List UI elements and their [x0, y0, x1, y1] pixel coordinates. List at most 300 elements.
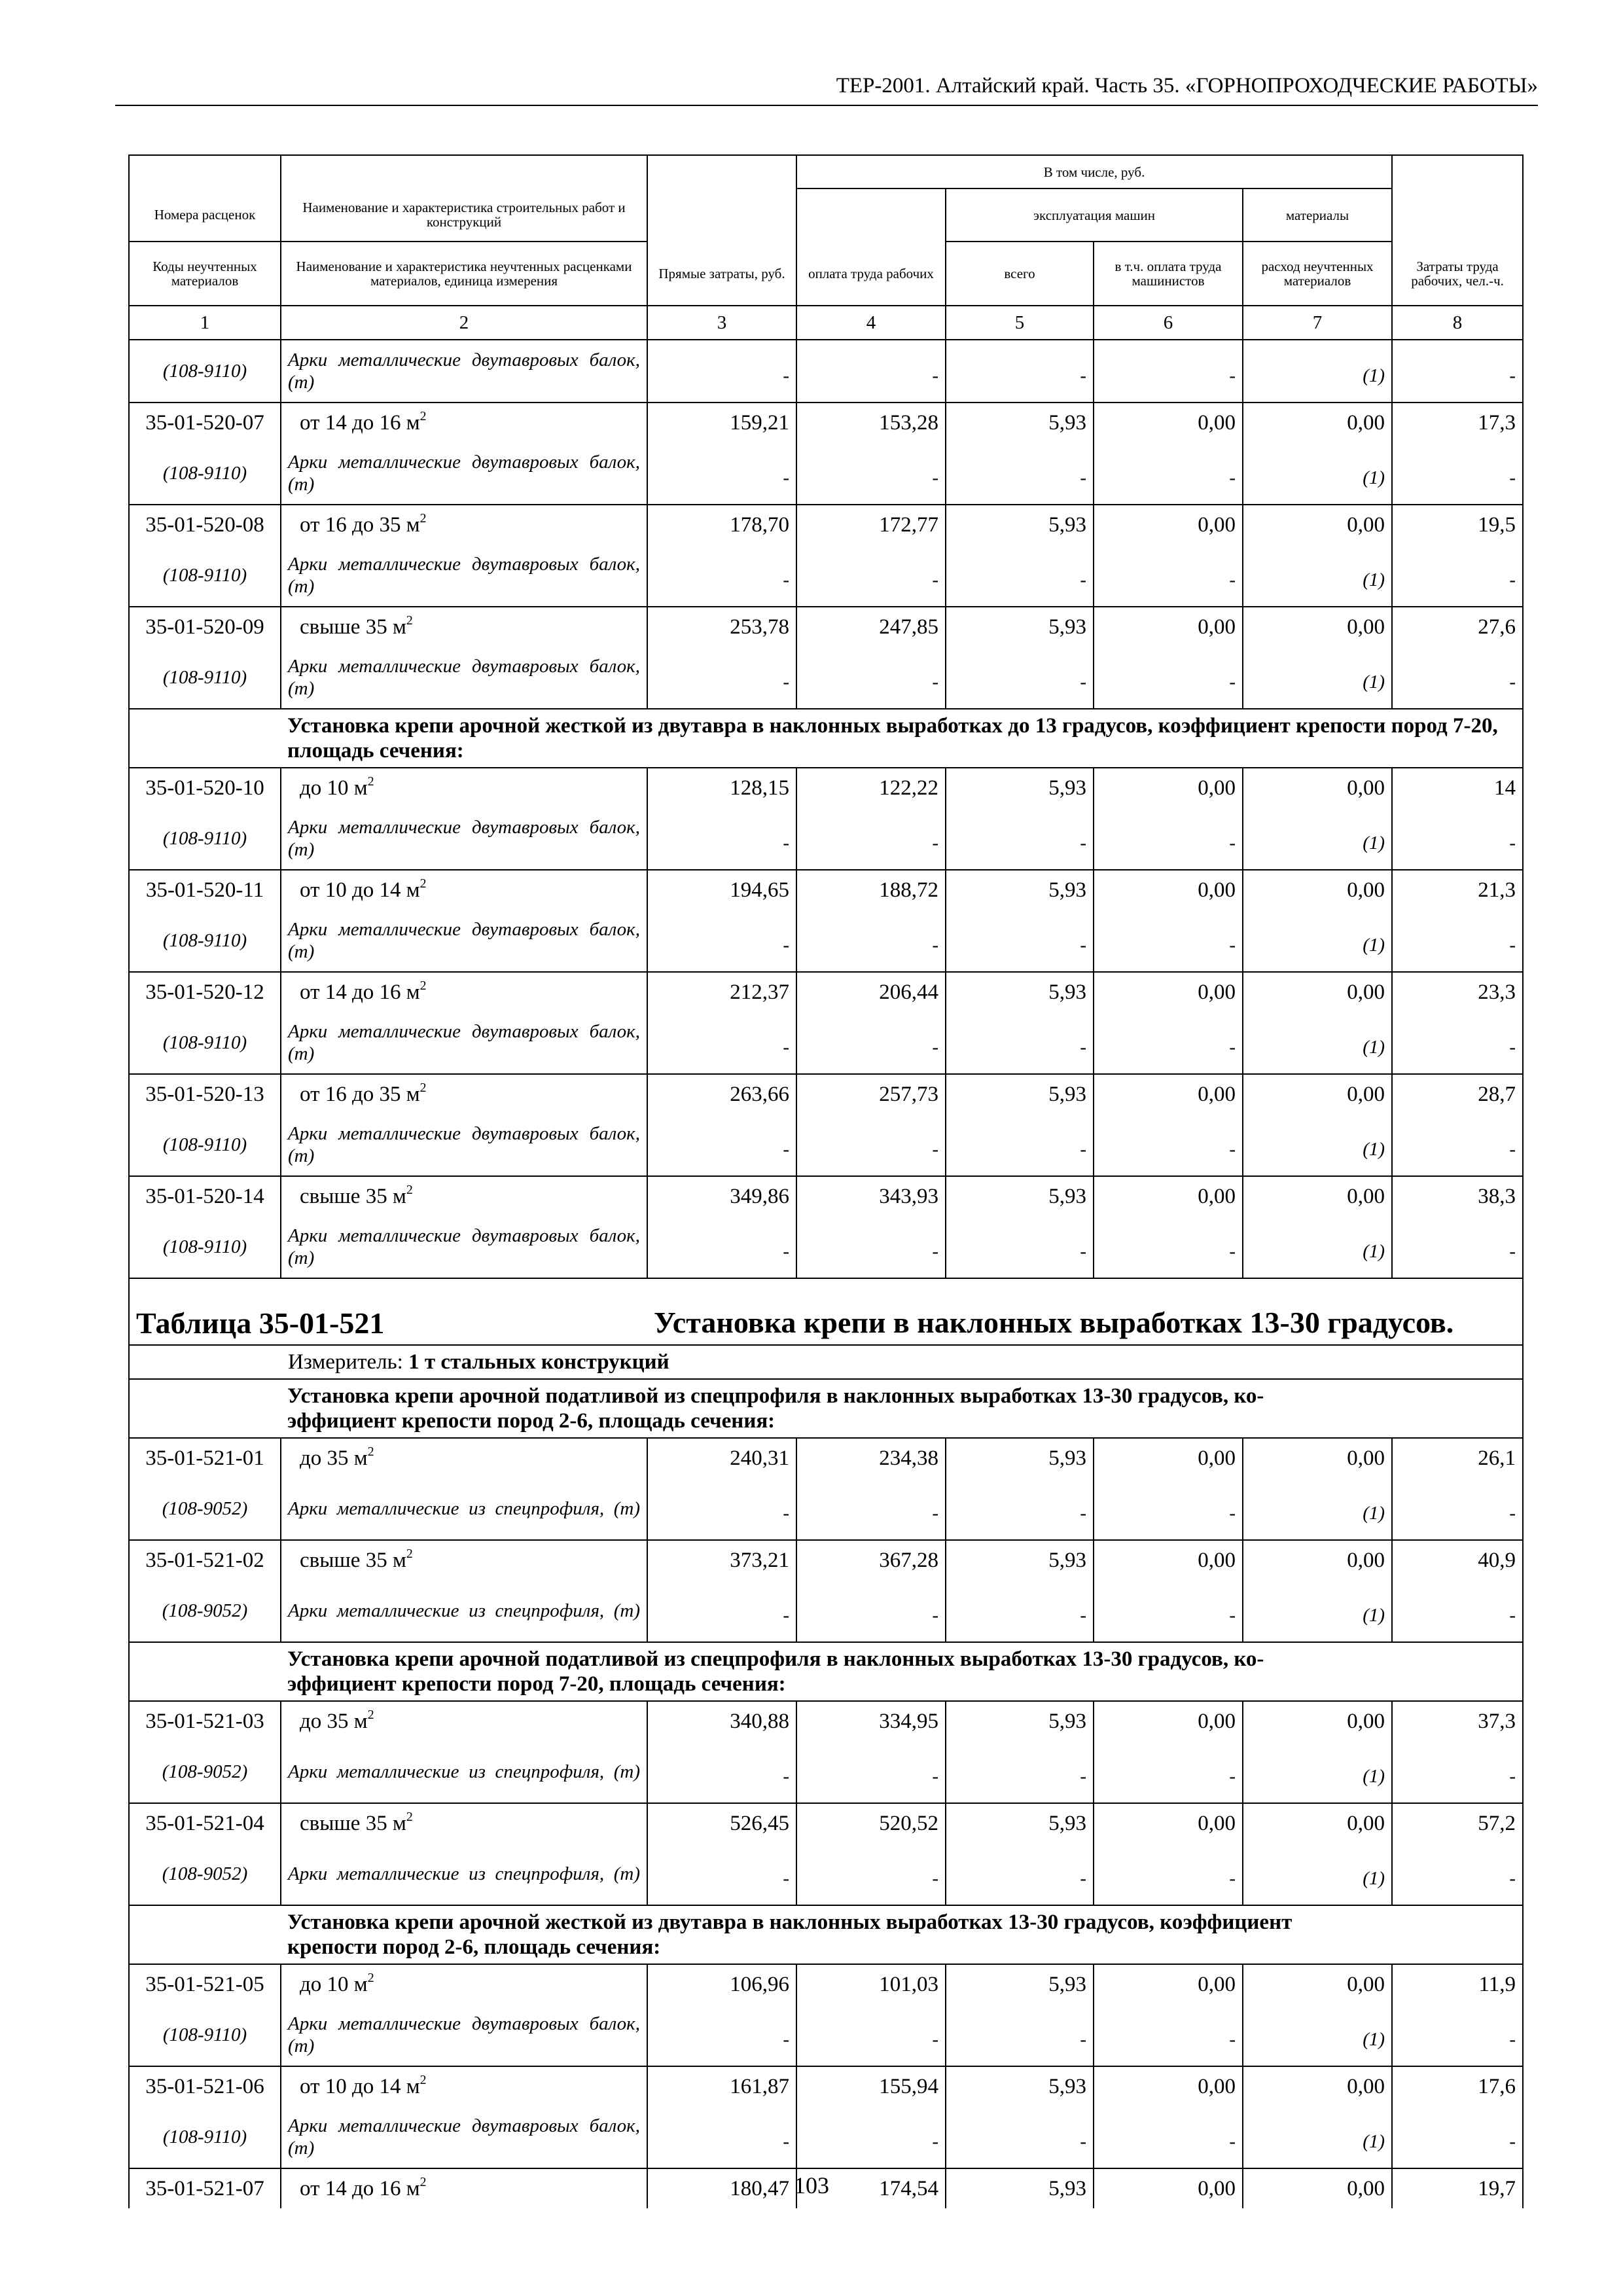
material-name: Арки металлические из спецпрофиля, (т) — [281, 1741, 647, 1803]
rate-value: 0,00 — [1094, 1074, 1243, 1114]
material-code: (108-9052) — [129, 1741, 281, 1803]
rate-value: 0,00 — [1094, 403, 1243, 442]
rate-value: 0,00 — [1243, 403, 1392, 442]
rate-value: 23,3 — [1392, 972, 1523, 1012]
material-value: - — [796, 545, 946, 607]
rate-row — [129, 1176, 1523, 1216]
rate-value: 57,2 — [1392, 1803, 1523, 1843]
material-value: - — [647, 545, 796, 607]
rate-value: 343,93 — [796, 1176, 946, 1216]
rate-value: 240,31 — [647, 1438, 796, 1478]
rate-value: 5,93 — [946, 972, 1094, 1012]
material-value: - — [647, 1580, 796, 1642]
rate-value: 334,95 — [796, 1701, 946, 1741]
material-value: - — [946, 1114, 1094, 1176]
header-row-1 — [129, 155, 1523, 188]
material-code: (108-9110) — [129, 442, 281, 505]
rate-name-text: до 10 м — [300, 1972, 368, 1996]
material-value: - — [796, 2106, 946, 2168]
rate-value: 247,85 — [796, 607, 946, 647]
material-code: (108-9110) — [129, 2004, 281, 2066]
material-value: - — [1392, 2106, 1523, 2168]
rate-name-superscript: 2 — [406, 1809, 413, 1824]
material-value: - — [647, 340, 796, 403]
rate-value: 5,93 — [946, 1803, 1094, 1843]
section-heading-row — [129, 1905, 1523, 1964]
material-value: - — [796, 1843, 946, 1905]
material-value: (1) — [1243, 1843, 1392, 1905]
material-value: - — [796, 2004, 946, 2066]
rate-value: 206,44 — [796, 972, 946, 1012]
rate-value: 0,00 — [1243, 2168, 1392, 2208]
section-heading-spacer — [129, 1642, 281, 1701]
section-heading — [281, 1642, 1523, 1701]
material-code: (108-9110) — [129, 647, 281, 709]
material-value: (1) — [1243, 808, 1392, 870]
rate-name-superscript: 2 — [406, 1182, 413, 1197]
rate-value: 0,00 — [1243, 1438, 1392, 1478]
material-row — [129, 1216, 1523, 1278]
rate-code: 35-01-521-01 — [129, 1438, 281, 1478]
table-title-row — [129, 1278, 1523, 1345]
material-value: - — [1392, 1741, 1523, 1803]
rate-value: 0,00 — [1094, 2066, 1243, 2106]
rate-name-text: свыше 35 м — [300, 1548, 406, 1572]
rate-value: 27,6 — [1392, 607, 1523, 647]
rate-value: 174,54 — [796, 2168, 946, 2208]
material-row — [129, 2106, 1523, 2168]
table-name: Установка крепи в наклонных выработках 13-30 градусов. — [654, 1306, 1454, 1339]
material-code: (108-9110) — [129, 808, 281, 870]
material-value: - — [1094, 1741, 1243, 1803]
material-value: - — [946, 340, 1094, 403]
rate-value: 0,00 — [1243, 972, 1392, 1012]
rate-name-superscript: 2 — [419, 876, 427, 891]
rate-value: 0,00 — [1243, 870, 1392, 910]
rate-code: 35-01-520-09 — [129, 607, 281, 647]
rate-value: 5,93 — [946, 607, 1094, 647]
rate-value: 0,00 — [1243, 1701, 1392, 1741]
rate-code: 35-01-521-06 — [129, 2066, 281, 2106]
column-number: 1 — [129, 306, 281, 340]
material-value: - — [1392, 2004, 1523, 2066]
section-heading-line: Установка крепи арочной жесткой из двутавра в наклонных выработках 13-30 градусов, коэффициент — [287, 1910, 1293, 1934]
material-value: - — [796, 1478, 946, 1540]
material-value: (1) — [1243, 2004, 1392, 2066]
rate-value: 11,9 — [1392, 1964, 1523, 2004]
rate-value: 128,15 — [647, 768, 796, 808]
header-col2-top: Наименование и характеристика строительных работ и конструкций — [281, 188, 647, 242]
rate-value: 253,78 — [647, 607, 796, 647]
rate-code: 35-01-520-11 — [129, 870, 281, 910]
rate-name-text: от 14 до 16 м — [300, 980, 420, 1004]
rate-code: 35-01-520-10 — [129, 768, 281, 808]
material-value: - — [1392, 1843, 1523, 1905]
material-value: (1) — [1243, 1216, 1392, 1278]
header-col6: в т.ч. оплата труда машинистов — [1094, 242, 1243, 306]
rate-name-text: свыше 35 м — [300, 615, 406, 639]
material-value: - — [796, 1114, 946, 1176]
rate-name-text: от 14 до 16 м — [300, 410, 420, 435]
material-code: (108-9110) — [129, 1114, 281, 1176]
rate-value: 17,6 — [1392, 2066, 1523, 2106]
section-heading-spacer — [129, 709, 281, 768]
material-value: (1) — [1243, 1114, 1392, 1176]
material-code: (108-9110) — [129, 340, 281, 403]
rate-value: 5,93 — [946, 2066, 1094, 2106]
material-name: Арки металлические двутавровых балок, (т) — [281, 442, 647, 505]
rate-value: 0,00 — [1243, 2066, 1392, 2106]
rate-code: 35-01-520-13 — [129, 1074, 281, 1114]
rate-value: 14 — [1392, 768, 1523, 808]
measure-cell — [129, 1345, 1523, 1379]
material-value: - — [946, 442, 1094, 505]
material-value: (1) — [1243, 910, 1392, 972]
material-value: - — [946, 808, 1094, 870]
material-row — [129, 1580, 1523, 1642]
header-col7: расход неучтенных материалов — [1243, 242, 1392, 306]
rate-value: 0,00 — [1094, 505, 1243, 545]
section-heading-line: Установка крепи арочной податливой из спецпрофиля в наклонных выработках 13-30 градусов, ко- — [287, 1647, 1264, 1671]
material-value: - — [1094, 1478, 1243, 1540]
rate-row — [129, 1438, 1523, 1478]
material-code: (108-9110) — [129, 1012, 281, 1074]
material-value: - — [647, 442, 796, 505]
rate-value: 0,00 — [1094, 1701, 1243, 1741]
material-code: (108-9052) — [129, 1843, 281, 1905]
material-row — [129, 442, 1523, 505]
rate-value: 0,00 — [1243, 1176, 1392, 1216]
rate-value: 234,38 — [796, 1438, 946, 1478]
rate-row — [129, 870, 1523, 910]
rate-value: 5,93 — [946, 870, 1094, 910]
table-number: Таблица 35-01-521 — [136, 1306, 385, 1340]
material-value: - — [796, 340, 946, 403]
material-row — [129, 545, 1523, 607]
rate-value: 0,00 — [1094, 1540, 1243, 1580]
material-code: (108-9052) — [129, 1580, 281, 1642]
rate-value: 0,00 — [1094, 2168, 1243, 2208]
column-numbers-row — [129, 306, 1523, 340]
rate-value: 101,03 — [796, 1964, 946, 2004]
rate-value: 0,00 — [1243, 1074, 1392, 1114]
rate-value: 5,93 — [946, 1074, 1094, 1114]
rate-value: 5,93 — [946, 1176, 1094, 1216]
header-row-2 — [129, 188, 1523, 242]
rate-row — [129, 972, 1523, 1012]
material-value: - — [647, 808, 796, 870]
material-value: - — [946, 2106, 1094, 2168]
rate-name — [281, 1803, 647, 1843]
material-name: Арки металлические двутавровых балок, (т) — [281, 647, 647, 709]
material-value: - — [647, 1741, 796, 1803]
section-heading-line: эффициент крепости пород 7-20, площадь сечения: — [287, 1672, 786, 1696]
material-value: - — [946, 1012, 1094, 1074]
rate-value: 0,00 — [1094, 1964, 1243, 2004]
rate-value: 373,21 — [647, 1540, 796, 1580]
rate-row — [129, 768, 1523, 808]
rate-row — [129, 1964, 1523, 2004]
header-col4: оплата труда рабочих — [796, 242, 946, 306]
rate-name-superscript: 2 — [367, 1970, 374, 1985]
material-value: - — [1392, 1478, 1523, 1540]
material-value: - — [1094, 910, 1243, 972]
column-number: 8 — [1392, 306, 1523, 340]
rate-value: 155,94 — [796, 2066, 946, 2106]
rate-name — [281, 403, 647, 442]
material-value: - — [796, 808, 946, 870]
rate-value: 5,93 — [946, 403, 1094, 442]
material-value: - — [1392, 808, 1523, 870]
rate-name — [281, 505, 647, 545]
material-value: - — [946, 1580, 1094, 1642]
material-value: (1) — [1243, 340, 1392, 403]
rate-name — [281, 2066, 647, 2106]
material-value: - — [647, 1843, 796, 1905]
material-value: - — [647, 2004, 796, 2066]
material-code: (108-9110) — [129, 545, 281, 607]
rate-name — [281, 1074, 647, 1114]
rate-name-text: от 16 до 35 м — [300, 512, 420, 537]
rate-value: 526,45 — [647, 1803, 796, 1843]
material-value: - — [647, 2106, 796, 2168]
rate-value: 37,3 — [1392, 1701, 1523, 1741]
material-value: - — [1094, 545, 1243, 607]
column-number: 4 — [796, 306, 946, 340]
rate-name — [281, 1438, 647, 1478]
table-name-cell — [647, 1278, 1523, 1345]
rate-value: 5,93 — [946, 1438, 1094, 1478]
header-col2-bottom: Наименование и характеристика неучтенных расценками материалов, единица измерения — [281, 242, 647, 306]
material-value: - — [647, 1114, 796, 1176]
material-value: - — [1392, 1114, 1523, 1176]
column-number: 2 — [281, 306, 647, 340]
rate-code: 35-01-520-08 — [129, 505, 281, 545]
rates-table — [128, 154, 1524, 2208]
measure-value: 1 т стальных конструкций — [408, 1350, 669, 1374]
material-value: - — [1094, 2004, 1243, 2066]
rate-value: 38,3 — [1392, 1176, 1523, 1216]
material-row — [129, 340, 1523, 403]
material-value: - — [1094, 808, 1243, 870]
rate-code: 35-01-521-04 — [129, 1803, 281, 1843]
material-row — [129, 2004, 1523, 2066]
material-value: (1) — [1243, 545, 1392, 607]
material-row — [129, 647, 1523, 709]
material-value: - — [796, 1012, 946, 1074]
rate-name — [281, 972, 647, 1012]
rate-value: 172,77 — [796, 505, 946, 545]
material-name: Арки металлические двутавровых балок, (т) — [281, 2106, 647, 2168]
measure-label: Измеритель: — [288, 1350, 403, 1374]
section-heading-row — [129, 1379, 1523, 1438]
rate-name-superscript: 2 — [419, 2174, 427, 2189]
material-value: - — [1094, 1580, 1243, 1642]
rate-row — [129, 1701, 1523, 1741]
material-value: - — [1392, 1216, 1523, 1278]
rate-name — [281, 607, 647, 647]
material-value: - — [1094, 2106, 1243, 2168]
rate-value: 28,7 — [1392, 1074, 1523, 1114]
header-col3: Прямые затраты, руб. — [647, 242, 796, 306]
rate-value: 5,93 — [946, 1964, 1094, 2004]
material-name: Арки металлические из спецпрофиля, (т) — [281, 1843, 647, 1905]
rate-name-superscript: 2 — [367, 1707, 374, 1722]
rate-name-text: свыше 35 м — [300, 1811, 406, 1835]
material-name: Арки металлические двутавровых балок, (т) — [281, 545, 647, 607]
material-row — [129, 1741, 1523, 1803]
rate-value: 19,5 — [1392, 505, 1523, 545]
rate-value: 263,66 — [647, 1074, 796, 1114]
rate-row — [129, 505, 1523, 545]
rate-name-text: от 10 до 14 м — [300, 2074, 420, 2098]
rate-name — [281, 1964, 647, 2004]
rate-value: 0,00 — [1094, 1176, 1243, 1216]
rate-name-superscript: 2 — [419, 408, 427, 423]
rate-row — [129, 1074, 1523, 1114]
column-number: 3 — [647, 306, 796, 340]
rate-value: 0,00 — [1243, 1540, 1392, 1580]
material-row — [129, 1012, 1523, 1074]
header-col1-bottom: Коды неучтенных материалов — [129, 242, 281, 306]
material-name: Арки металлические двутавровых балок, (т) — [281, 910, 647, 972]
rate-value: 0,00 — [1094, 1803, 1243, 1843]
material-value: (1) — [1243, 2106, 1392, 2168]
rate-code: 35-01-521-07 — [129, 2168, 281, 2208]
rate-value: 161,87 — [647, 2066, 796, 2106]
material-value: - — [1392, 1012, 1523, 1074]
material-value: - — [946, 1216, 1094, 1278]
header-col1-top: Номера расценок — [129, 188, 281, 242]
rate-name-superscript: 2 — [406, 613, 413, 628]
material-value: (1) — [1243, 1741, 1392, 1803]
material-code: (108-9052) — [129, 1478, 281, 1540]
section-heading-row — [129, 709, 1523, 768]
material-value: - — [1392, 545, 1523, 607]
material-row — [129, 1478, 1523, 1540]
material-value: (1) — [1243, 647, 1392, 709]
rate-value: 153,28 — [796, 403, 946, 442]
material-value: - — [796, 1216, 946, 1278]
material-value: - — [647, 1478, 796, 1540]
material-row — [129, 808, 1523, 870]
material-value: - — [1392, 1580, 1523, 1642]
material-row — [129, 1114, 1523, 1176]
running-header — [115, 71, 1538, 106]
material-value: - — [1094, 647, 1243, 709]
rate-name-text: до 35 м — [300, 1709, 368, 1733]
material-value: (1) — [1243, 1580, 1392, 1642]
rate-value: 0,00 — [1094, 870, 1243, 910]
rate-value: 194,65 — [647, 870, 796, 910]
rate-value: 0,00 — [1243, 505, 1392, 545]
rate-value: 340,88 — [647, 1701, 796, 1741]
material-value: - — [796, 1741, 946, 1803]
material-row — [129, 1843, 1523, 1905]
rate-value: 17,3 — [1392, 403, 1523, 442]
rate-name — [281, 1540, 647, 1580]
header-materials-label: материалы — [1243, 188, 1392, 242]
material-name: Арки металлические двутавровых балок, (т) — [281, 1216, 647, 1278]
material-code: (108-9110) — [129, 910, 281, 972]
material-value: - — [1094, 1012, 1243, 1074]
rate-code: 35-01-521-03 — [129, 1701, 281, 1741]
material-name: Арки металлические двутавровых балок, (т) — [281, 808, 647, 870]
rate-value: 5,93 — [946, 768, 1094, 808]
rate-code: 35-01-520-14 — [129, 1176, 281, 1216]
material-name: Арки металлические из спецпрофиля, (т) — [281, 1478, 647, 1540]
rate-value: 0,00 — [1243, 1803, 1392, 1843]
section-heading — [281, 1905, 1523, 1964]
rate-value: 520,52 — [796, 1803, 946, 1843]
rate-value: 40,9 — [1392, 1540, 1523, 1580]
material-value: - — [1392, 442, 1523, 505]
rate-row — [129, 1803, 1523, 1843]
rate-value: 0,00 — [1243, 1964, 1392, 2004]
material-value: - — [796, 1580, 946, 1642]
rate-value: 5,93 — [946, 1701, 1094, 1741]
material-value: - — [796, 647, 946, 709]
table-number-cell — [129, 1278, 647, 1345]
rate-name-text: до 10 м — [300, 776, 368, 800]
material-value: - — [647, 910, 796, 972]
rate-row — [129, 403, 1523, 442]
rate-value: 178,70 — [647, 505, 796, 545]
material-value: - — [1094, 1216, 1243, 1278]
material-value: - — [796, 442, 946, 505]
material-value: - — [1392, 340, 1523, 403]
rate-value: 0,00 — [1243, 607, 1392, 647]
material-value: - — [1094, 340, 1243, 403]
rate-code: 35-01-520-07 — [129, 403, 281, 442]
rate-value: 0,00 — [1094, 1438, 1243, 1478]
section-heading — [281, 1379, 1523, 1438]
page-number: 103 — [794, 2172, 829, 2198]
rate-name-superscript: 2 — [419, 511, 427, 526]
material-code: (108-9110) — [129, 2106, 281, 2168]
rate-value: 5,93 — [946, 2168, 1094, 2208]
header-row-3 — [129, 242, 1523, 306]
rate-value: 26,1 — [1392, 1438, 1523, 1478]
material-value: - — [946, 647, 1094, 709]
header-col5: всего — [946, 242, 1094, 306]
material-value: - — [1094, 442, 1243, 505]
rate-value: 212,37 — [647, 972, 796, 1012]
rate-name — [281, 870, 647, 910]
section-heading-line: крепости пород 2-6, площадь сечения: — [287, 1935, 661, 1959]
rate-name-text: от 10 до 14 м — [300, 878, 420, 902]
material-value: (1) — [1243, 442, 1392, 505]
rate-value: 349,86 — [647, 1176, 796, 1216]
rate-value: 21,3 — [1392, 870, 1523, 910]
rate-value: 0,00 — [1094, 607, 1243, 647]
rate-name-superscript: 2 — [419, 2072, 427, 2087]
material-name: Арки металлические двутавровых балок, (т) — [281, 2004, 647, 2066]
rate-name-superscript: 2 — [367, 1444, 374, 1459]
measure-row — [129, 1345, 1523, 1379]
material-code: (108-9110) — [129, 1216, 281, 1278]
material-value: - — [946, 1843, 1094, 1905]
rate-row — [129, 607, 1523, 647]
material-name: Арки металлические двутавровых балок, (т) — [281, 1012, 647, 1074]
material-name: Арки металлические двутавровых балок, (т) — [281, 1114, 647, 1176]
rate-value: 5,93 — [946, 505, 1094, 545]
rate-name-text: от 16 до 35 м — [300, 1082, 420, 1106]
rate-name — [281, 1176, 647, 1216]
rate-value: 180,47 — [647, 2168, 796, 2208]
rate-value: 367,28 — [796, 1540, 946, 1580]
material-value: - — [946, 910, 1094, 972]
